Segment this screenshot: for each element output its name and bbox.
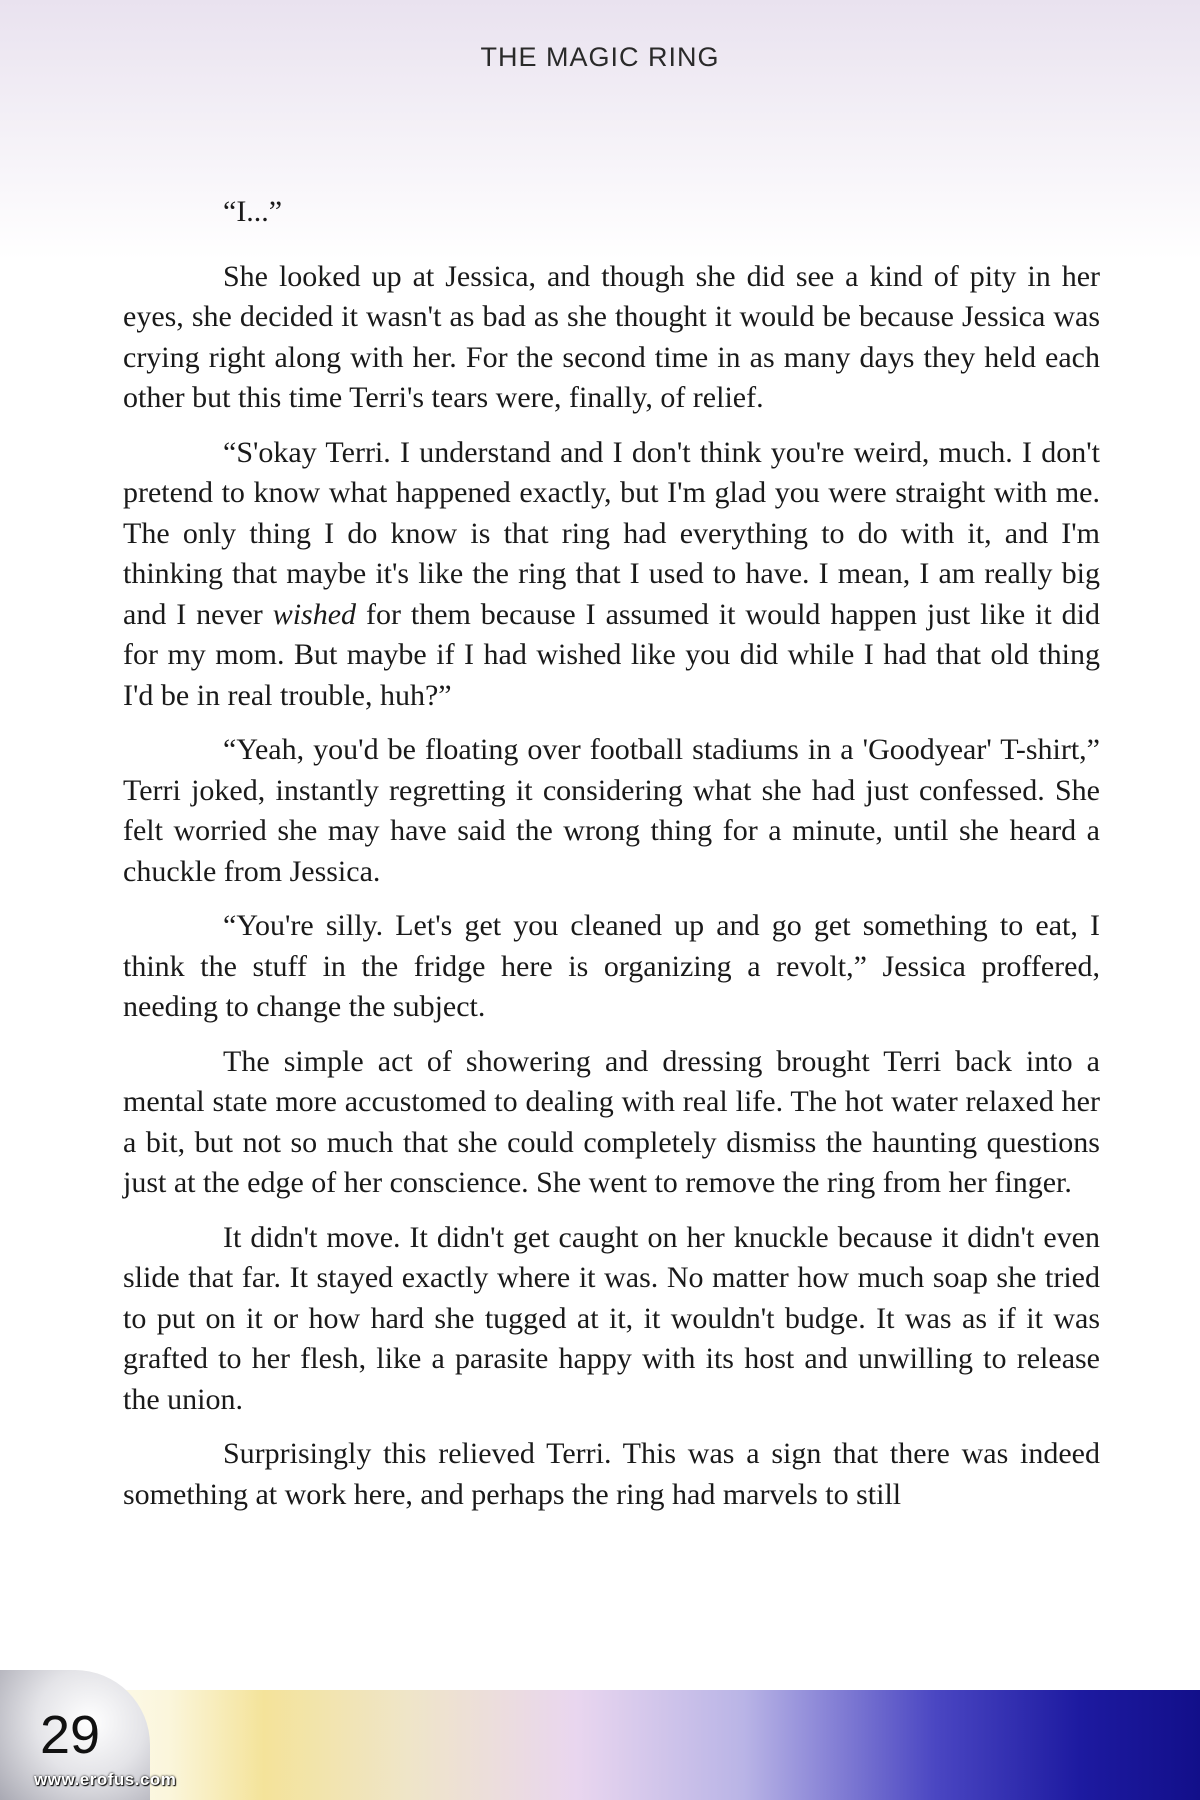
paragraph-3-text-before: “S'okay Terri. I understand and I don't think you're weird, much. I don't pretend to know what happened exactly, but I'm glad you were straight with me. The only thing I do know is that ring had everything to do with it, and I'm thinking that maybe it's like the ring that I used to have. I mean, I am really big and I never — [123, 435, 1100, 631]
paragraph-3-text-after: for them because I assumed it would happen just like it did for my mom. But maybe if I had wished like you did while I had that old thing I'd be in real trouble, huh?” — [123, 597, 1100, 712]
running-header-title: THE MAGIC RING — [480, 42, 720, 72]
paragraph-3-emphasis: wished — [272, 597, 357, 631]
page-number: 29 — [40, 1705, 101, 1765]
footer-gradient-band — [0, 1690, 1200, 1800]
watermark-text: www.erofus.com — [34, 1770, 177, 1789]
paragraph-6: The simple act of showering and dressing brought Terri back into a mental state more accustomed to dealing with real life. The hot water relaxed her a bit, but not so much that she could completely dismiss the haunting questions just at the edge of her conscience. She went to remove the ring from her finger. — [123, 1044, 1100, 1199]
paragraph-5: “You're silly. Let's get you cleaned up and go get something to eat, I think the stuff in the fridge here is organizing a revolt,” Jessica proffered, needing to change the subject. — [123, 909, 1100, 1023]
page-body — [123, 192, 1100, 1529]
paragraph-3 — [123, 433, 1100, 717]
paragraph-4: “Yeah, you'd be floating over football stadiums in a 'Goodyear' T-shirt,” Terri joked, instantly regretting it considering what she had just confessed. She felt worried she may have said the wrong thing for a minute, until she heard a chuckle from Jessica. — [123, 733, 1100, 888]
paragraph-2: She looked up at Jessica, and though she did see a kind of pity in her eyes, she decided it wasn't as bad as she thought it would be because Jessica was crying right along with her. For the second time in as many days they held each other but this time Terri's tears were, finally, of relief. — [123, 259, 1100, 414]
paragraph-8: Surprisingly this relieved Terri. This was a sign that there was indeed something at work here, and perhaps the ring had marvels to still — [123, 1437, 1100, 1511]
paragraph-1: “I...” — [223, 195, 283, 228]
paragraph-7: It didn't move. It didn't get caught on her knuckle because it didn't even slide that far. It stayed exactly where it was. No matter how much soap she tried to put on it or how hard she tugged at it, it wouldn't budge. It was as if it was grafted to her flesh, like a parasite happy with its host and unwilling to release the union. — [123, 1220, 1100, 1416]
